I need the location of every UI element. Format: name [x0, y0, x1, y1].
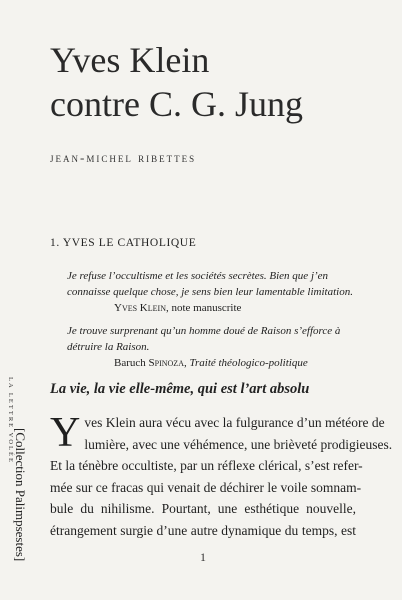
body-line-5: bule du nihilisme. Pourtant, une esthétique nouvelle, [50, 501, 356, 516]
epigraph-2 [67, 323, 367, 371]
page-number: 1 [200, 550, 206, 564]
epigraph-2-author: Spinoza [148, 357, 184, 369]
epigraph-2-work: Traité théologico-politique [189, 357, 308, 369]
epigraph-2-prefix: Baruch [114, 357, 149, 369]
body-line-1: ves Klein aura vécu avec la fulgurance d’un météore de [84, 415, 385, 430]
body-line-4: mée sur ce fracas qui venait de déchirer le voile somnam- [50, 479, 362, 495]
body-line-3: Et la ténèbre occultiste, par un réflexe clérical, s’est refer- [50, 458, 363, 473]
epigraph-1-attribution [67, 300, 367, 316]
epigraph-2-quote: Je trouve surprenant qu’un homme doué de Raison s’efforce à détruire la Raison. [67, 325, 341, 353]
epigraph-2-attribution [67, 355, 367, 371]
spine-collection-label: [Collection Palimpsestes] [13, 428, 28, 562]
body-line-2: lumière, avec une véhémence, une brièveté prodigieuses. [84, 436, 393, 452]
title-line-2: contre C. G. Jung [50, 84, 303, 124]
epigraph-1-source: , note manuscrite [165, 302, 242, 314]
subheading: La vie, la vie elle-même, qui est l’art absolu [50, 381, 310, 397]
title-line-1: Yves Klein [50, 40, 210, 80]
body-paragraph [50, 410, 393, 541]
epigraph-1-author: Yves Klein [114, 302, 166, 314]
spine-margin [0, 0, 28, 600]
author-name: jean-michel ribettes [50, 150, 197, 165]
epigraph-1 [67, 268, 367, 316]
spine-series-label: LA LETTRE VOLÉE [7, 377, 14, 464]
drop-cap: Y [50, 410, 81, 456]
section-heading: 1. YVES LE CATHOLIQUE [50, 237, 197, 249]
body-line-6: étrangement surgie d’une autre dynamique du temps, est [50, 522, 356, 538]
epigraph-2-sep: , [183, 357, 190, 369]
epigraph-1-quote: Je refuse l’occultisme et les sociétés secrètes. Bien que j’en connaisse quelque chose, je sens bien leur lamentable limitation. [67, 270, 353, 298]
